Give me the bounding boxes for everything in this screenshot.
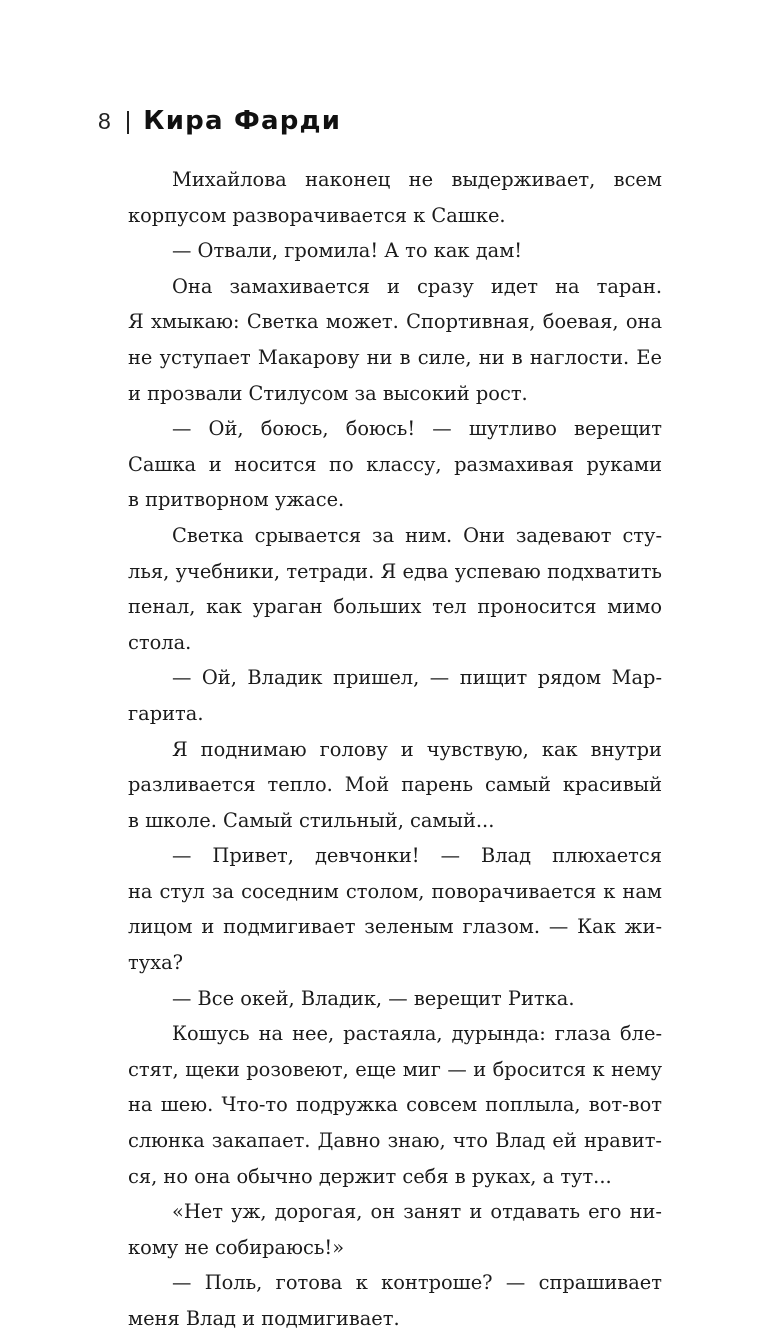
text-line: — Ой, боюсь, боюсь! — шутливо верещит xyxy=(172,417,662,441)
text-line: разливается тепло. Мой парень самый красивый xyxy=(128,773,662,797)
text-line: — Поль, готова к контроше? — спрашивает xyxy=(172,1271,662,1295)
text-line: Светка срывается за ним. Они задевают сту- xyxy=(172,523,662,547)
text-line: не уступает Макарову ни в силе, ни в наглости. Ее xyxy=(128,345,662,369)
text-line: Я хмыкаю: Светка может. Спортивная, боевая, она xyxy=(128,310,662,334)
text-line: пенал, как ураган больших тел проносится мимо xyxy=(128,595,662,619)
text-line: стола. xyxy=(128,630,192,654)
text-line: в школе. Самый стильный, самый... xyxy=(128,808,495,832)
text-line: стят, щеки розовеют, еще миг — и бросится к нему xyxy=(128,1057,662,1081)
text-line: и прозвали Стилусом за высокий рост. xyxy=(128,381,528,405)
text-line: кому не собираюсь!» xyxy=(128,1235,345,1259)
text-line: — Ой, Владик пришел, — пищит рядом Мар- xyxy=(172,666,662,690)
text-line: на стул за соседним столом, поворачивается к нам xyxy=(128,879,662,903)
text-line: лья, учебники, тетради. Я едва успеваю подхватить xyxy=(128,559,662,583)
text-line: — Все окей, Владик, — верещит Ритка. xyxy=(172,986,575,1010)
text-line: Я поднимаю голову и чувствую, как внутри xyxy=(172,737,662,761)
text-line: ся, но она обычно держит себя в руках, а тут... xyxy=(128,1164,612,1188)
text-line: — Привет, девчонки! — Влад плюхается xyxy=(172,844,662,868)
text-line: лицом и подмигивает зеленым глазом. — Как жи- xyxy=(128,915,662,939)
text-line: туха? xyxy=(128,951,184,975)
text-line: Михайлова наконец не выдерживает, всем xyxy=(172,168,662,191)
text-line: меня Влад и подмигивает. xyxy=(128,1307,400,1330)
page-number: 8 xyxy=(98,107,111,134)
text-line: слюнка закапает. Давно знаю, что Влад ей нравит- xyxy=(128,1129,662,1153)
text-line: — Отвали, громила! А то как дам! xyxy=(172,239,523,263)
text-line: корпусом разворачивается к Сашке. xyxy=(128,203,506,227)
running-header xyxy=(98,104,341,138)
text-line: гарита. xyxy=(128,701,204,725)
text-line: Кошусь на нее, растаяла, дурында: глаза бле- xyxy=(172,1022,662,1046)
text-line: Она замахивается и сразу идет на таран. xyxy=(172,274,662,298)
text-line: в притворном ужасе. xyxy=(128,488,345,512)
author-name: Кира Фарди xyxy=(143,106,342,136)
header-separator: | xyxy=(124,106,132,135)
text-line: на шею. Что-то подружка совсем поплыла, вот-вот xyxy=(128,1093,662,1117)
body-text xyxy=(128,162,662,1337)
text-line: «Нет уж, дорогая, он занят и отдавать его ни- xyxy=(172,1200,662,1224)
text-line: Сашка и носится по классу, размахивая руками xyxy=(128,452,662,476)
